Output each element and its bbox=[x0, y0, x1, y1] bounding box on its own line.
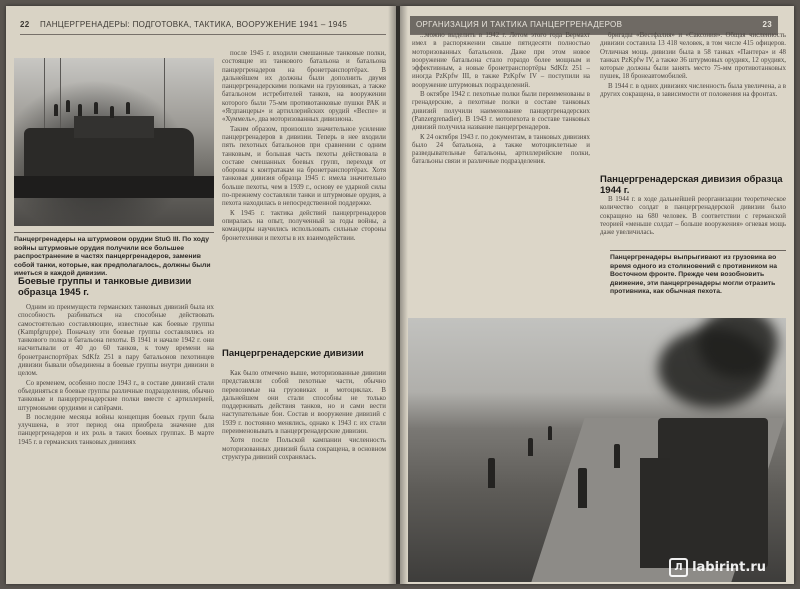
paragraph: Со временем, особенно после 1943 г., в составе дивизий стали объединяться в боевые группы различные подразделения, обычно танковые и панцергренадерские полки вместе с артиллерией, штурмовыми орудиями и сапёрами. bbox=[18, 379, 214, 412]
text-column-right-a bbox=[412, 32, 590, 312]
paragraph: бригады «Вестфалия» и «Саксония». Общая численность дивизии составила 13 418 человек, в том числе 415 офицеров. Отличная мощь дивизии была в 58 танках «Пантера» и 48 танках PzKpfw IV, а также 36 штурмовых орудиях, 12 орудиях, которые должны были занять место 75-мм противотанковых пушек, 18 бронеавтомобилей. bbox=[600, 32, 786, 81]
section-heading-1944: Панцергренадерская дивизия образца 1944 г. bbox=[600, 174, 783, 196]
right-running-head: ОРГАНИЗАЦИЯ И ТАКТИКА ПАНЦЕРГРЕНАДЕРОВ bbox=[416, 20, 623, 29]
labirint-logo-icon: Л bbox=[669, 558, 688, 577]
paragraph: после 1945 г. входили смешанные танковые полки, состоящие из танкового батальона и батальона панцергренадеров на бронетранспортёрах. В дальнейшем их должны были дополнить двумя панцергренадерскими полками на грузовиках, а также батальоном истребителей танков, на вооружении которого были 75-мм противотанковые пушки РАК и «Ягдпанцеры» и артиллерийских орудий «Веспе» и «Хуммель», два моторизованных дивизиона. bbox=[222, 50, 386, 124]
left-page bbox=[6, 6, 396, 584]
book-gutter bbox=[388, 6, 408, 584]
stug-photo-caption: Панцергренадеры на штурмовом орудии StuG III. По ходу войны штурмовые орудия получили все большее распространение в частях панцергренадеров, заменив собой танки, которые, как предполагалось, должны были иметься в каждой дивизии. bbox=[14, 232, 214, 280]
paragraph: В последние месяцы войны концепция боевых групп была улучшена, в этот период она приобрела значение для панцергренадеров и их роль в таких боевых группах. В марте 1945 г. в германских танковых дивизиях bbox=[18, 413, 214, 446]
section-heading-divisions: Панцергренадерские дивизии bbox=[222, 348, 364, 359]
text-column-right-b bbox=[600, 32, 786, 172]
paragraph: В октябре 1942 г. пехотные полки были переименованы в гренадерские, а пехотные полки в составе танковых дивизий получили наименование панцергренадерских (Panzergrenadier). В 1943 г. мотопехота в составе танковых дивизий получила название панцергренадеров. bbox=[412, 91, 590, 132]
right-page-number: 23 bbox=[762, 20, 772, 29]
text-column-left-c bbox=[222, 370, 386, 580]
left-running-head: ПАНЦЕРГРЕНАДЕРЫ: ПОДГОТОВКА, ТАКТИКА, ВООРУЖЕНИЕ 1941 – 1945 bbox=[40, 20, 348, 29]
truck-photo bbox=[408, 318, 786, 582]
stug-photo bbox=[14, 58, 214, 226]
text-column-left-b bbox=[222, 50, 386, 346]
paragraph: Одним из преимуществ германских танковых дивизий была их способность разбиваться на способные действовать самостоятельно составляющие, известные как боевые группы (Kampfgruppe). Поначалу эти боевые группы составлялись из танкового полка и батальона пехоты. В 1941 и начале 1942 г. они насчитывали от 40 до 60 танков, к тому времени на бронетранспортёрах SdKfz 251 в пару батальонов пехотинцев дивизии бывали объединены в боевые группы внутри дивизии в целом. bbox=[18, 304, 214, 378]
text-column-right-c bbox=[600, 196, 786, 248]
section-heading-battlegroups: Боевые группы и танковые дивизии образца 1945 г. bbox=[18, 276, 192, 298]
paragraph: ...можно выделить в 1942 г. Летом этого года Вермахт имел в распоряжении свыше пятидесяти полностью моторизованных батальонов. Даже при этом новое вооружение батальона стало гораздо более мощным и эффективным, а новые бронетранспортёры SdKfz 251 – иногда PzKpfw III, в также PzKpfw IV – поступили на вооружение штурмовых подразделений. bbox=[412, 32, 590, 89]
paragraph: Как было отмечено выше, моторизованные дивизии представляли собой пехотные части, обычно перевозимые на грузовиках и мотоциклах. В дальнейшем они стали способны не только поддерживать действия танков, но и сами вести наступательные бои. Состав и вооружение дивизий с 1939 г. постоянно менялись, однако к 1943 г. их стали переименовывать в панцергренадерские дивизии. bbox=[222, 370, 386, 436]
paragraph: К 1945 г. тактика действий панцергренадеров опиралась на опыт, полученный за годы войны, а командиры научились использовать сильные стороны бронетехники и пехоты в их взаимодействии. bbox=[222, 209, 386, 242]
left-page-number: 22 bbox=[20, 20, 30, 29]
truck-photo-caption: Панцергренадеры выпрыгивают из грузовика во время одного из столкновений с противником на Восточном фронте. Прежде чем возобновить движение, эти панцергренадеры могли отразить противника, как обычная пехота. bbox=[610, 250, 786, 308]
watermark-text: labirint.ru bbox=[692, 560, 766, 575]
text-column-left-a bbox=[18, 304, 214, 580]
paragraph: В 1944 г. в одних дивизиях численность была увеличена, а в других сокращена, в зависимости от положения на фронтах. bbox=[600, 82, 786, 99]
paragraph: В 1944 г. в ходе дальнейшей реорганизации теоретическое количество солдат в панцергренадерской дивизии было сокращено на 680 человек. В соответствии с германской теорией «меньше солдат – больше вооружения» огневая мощь даже увеличилась. bbox=[600, 196, 786, 237]
left-page-header bbox=[20, 16, 386, 35]
paragraph: К 24 октября 1943 г. по документам, в танковых дивизиях было 24 батальона, а также мотоциклетные и разведывательные батальоны, артиллерийские полки, батальоны связи и различные подразделения. bbox=[412, 133, 590, 166]
paragraph: Хотя после Польской кампании численность моторизованных дивизий была сокращена, в основном структура дивизий сохранялась. bbox=[222, 437, 386, 461]
right-page bbox=[400, 6, 794, 584]
paragraph: Таким образом, произошло значительное усиление панцергренадеров в дивизии. Теперь в нее входили пять пехотных батальонов при сравнении с одним танковым, и большая часть пехоты действовала в составе смешанных боевых групп, переходя от обороны к контратакам на бронетранспортёрах. Хотя танковая дивизия образца 1945 г. имела значительно больше пехоты, чем в 1939 г., основу ее ударной силы по-прежнему составляли танки и штурмовые орудия, а пехота находилась в непосредственной поддержке. bbox=[222, 125, 386, 208]
watermark bbox=[669, 558, 766, 577]
